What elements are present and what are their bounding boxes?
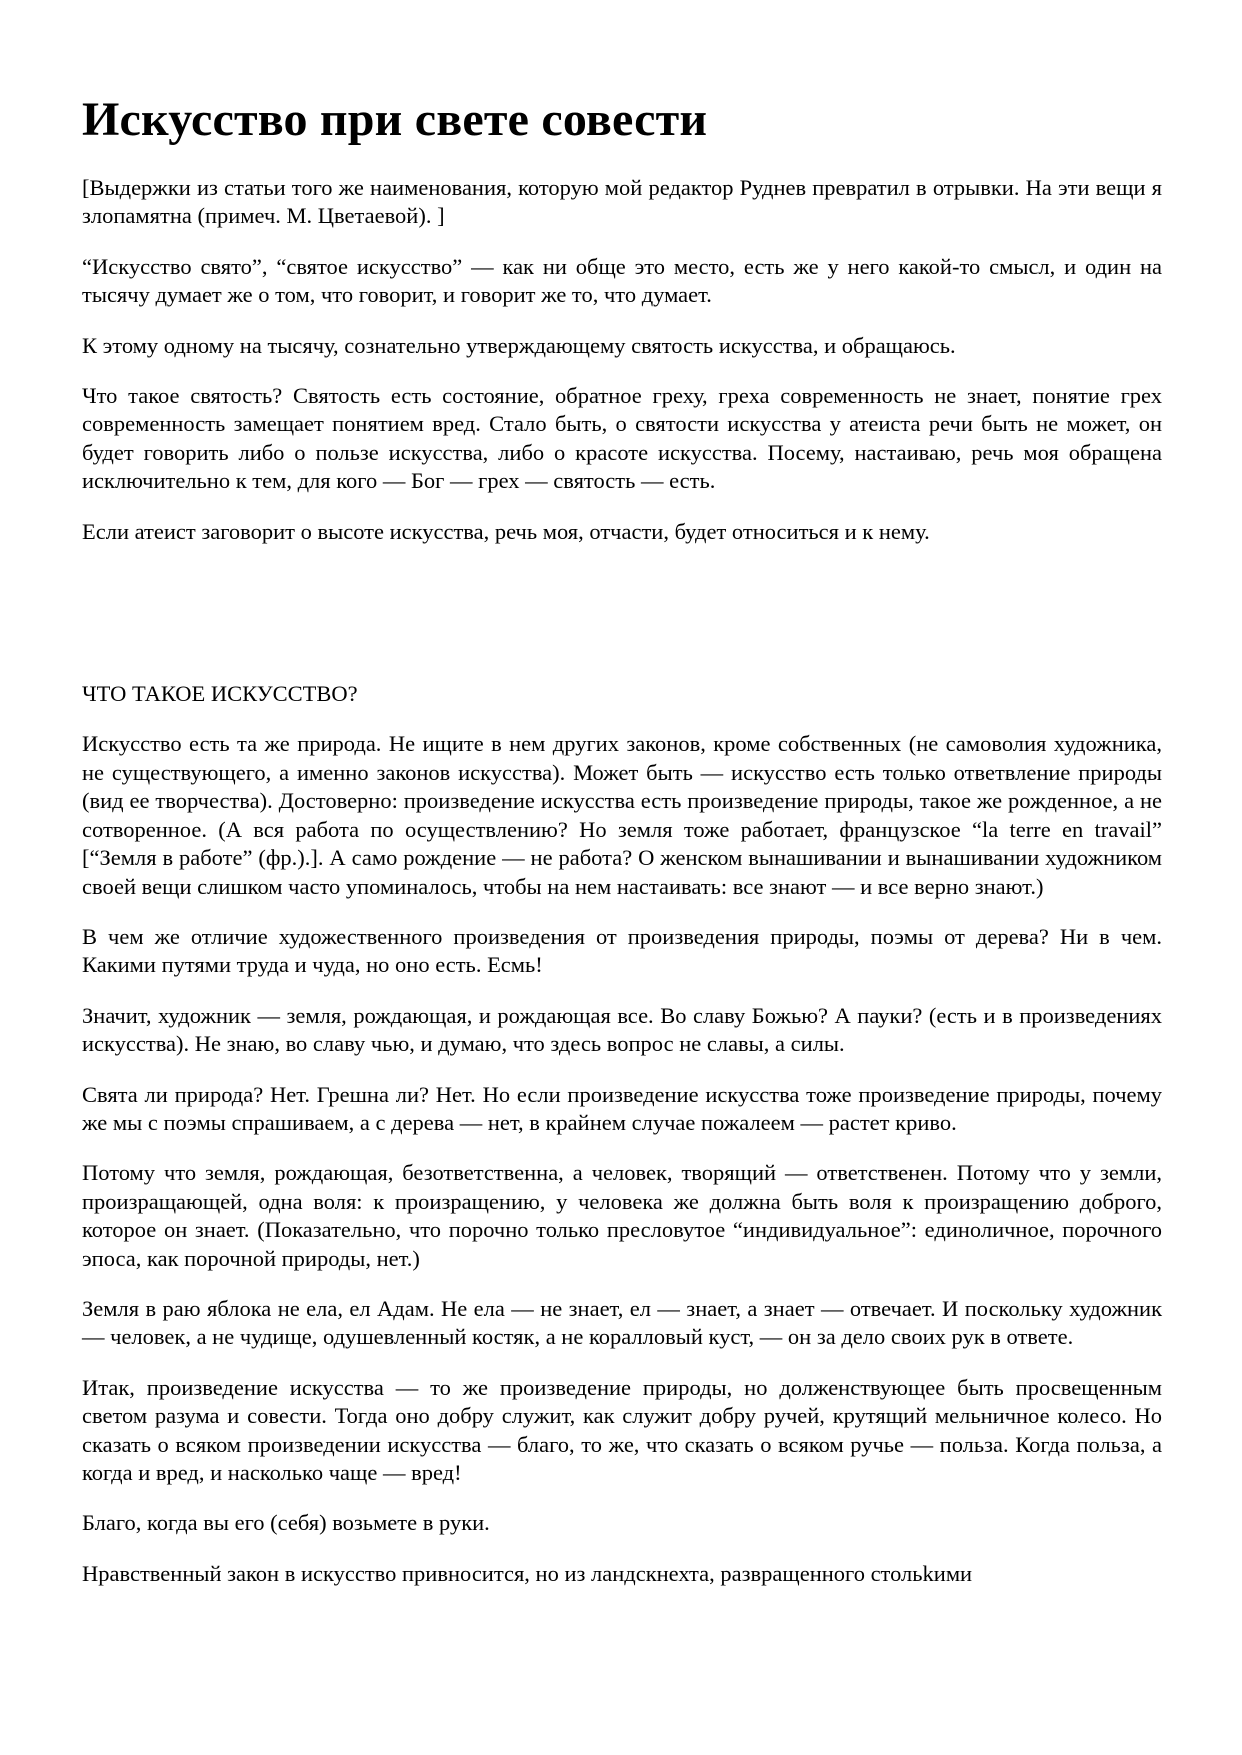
intro-paragraph: Если атеист заговорит о высоте искусства, речь моя, отчасти, будет относиться и к нему. — [82, 518, 930, 544]
body-paragraph: Благо, когда вы его (себя) возьмете в руки. — [82, 1510, 490, 1536]
intro-paragraph: К этому одному на тысячу, сознательно утверждающему святость искусства, и обращаюсь. — [82, 332, 956, 358]
page-title: Искусство при свете совести — [82, 93, 708, 146]
intro-paragraph: “Искусство свято”, “святое искусство” — как ни обще это место, есть же у него какой-то смысл, и один на тысячу думает же о том, что говорит, и говорит же то, что думает. — [82, 253, 1162, 308]
body-paragraph: Искусство есть та же природа. Не ищите в нем других законов, кроме собственных (не самоволия художника, не существующего, а именно законов искусства). Может быть — искусство есть только ответвление природы (вид ее творчества). Достоверно: произведение искусства есть произведение природы, такое же рожденное, а не сотворенное. (А вся работа по осуществлению? Но земля тоже работает, французское “la terre en travail” [“Земля в работе” (фр.).]. А само рождение — не работа? О женском вынашивании и вынашивании художником своей вещи слишком часто упоминалось, чтобы на нем настаивать: все знают — и все верно знают.) — [82, 731, 1162, 899]
body-paragraph: Итак, произведение искусства — то же произведение природы, но долженствующее быть просвещенным светом разума и совести. Тогда оно добру служит, как служит добру ручей, крутящий мельничное колесо. Но сказать о всяком произведении искусства — благо, то же, что сказать о всяком ручье — польза. Когда польза, а когда и вред, и насколько чаще — вред! — [82, 1374, 1162, 1485]
section-spacer — [82, 568, 1162, 680]
document-page — [82, 92, 1162, 1610]
intro-editorial-note: [Выдержки из статьи того же наименования, которую мой редактор Руднев превратил в отрывки. На эти вещи я злопамятна (примеч. М. Цветаевой). ] — [82, 175, 1162, 229]
intro-paragraph: Что такое святость? Святость есть состояние, обратное греху, греха современность не знает, понятие грех современность замещает понятием вред. Стало быть, о святости искусства у атеиста речи быть не может, он будет говорить либо о пользе искусства, либо о красоте искусства. Посему, настаиваю, речь моя обращена исключительно к тем, для кого — Бог — грех — святость — есть. — [82, 383, 1162, 494]
body-paragraph-truncated: Нравственный закон в искусство привносится, но из ландскнехта, развращенного стольkими — [82, 1560, 973, 1586]
body-paragraph: Свята ли природа? Нет. Грешна ли? Нет. Но если произведение искусства тоже произведение природы, почему же мы с поэмы спрашиваем, а с дерева — нет, в крайнем случае пожалеем — растет криво. — [82, 1081, 1162, 1135]
body-paragraph: Земля в раю яблока не ела, ел Адам. Не ела — не знает, ел — знает, а знает — отвечает. И поскольку художник — человек, а не чудище, одушевленный костяк, а не коралловый куст, — он за дело своих рук в ответе. — [82, 1295, 1162, 1350]
body-paragraph: Потому что земля, рождающая, безответственна, а человек, творящий — ответственен. Потому что у земли, произращающей, одна воля: к произращению, у человека же должна быть воля к произращению доброго, которое он знает. (Показательно, что порочно только пресловутое “индивидуальное”: единоличное, порочного эпоса, как порочной природы, нет.) — [82, 1160, 1162, 1271]
body-paragraph: В чем же отличие художественного произведения от произведения природы, поэмы от дерева? Ни в чем. Какими путями труда и чуда, но оно есть. Есмь! — [82, 923, 1162, 978]
body-paragraph: Значит, художник — земля, рождающая, и рождающая все. Во славу Божью? А пауки? (есть и в произведениях искусства). Не знаю, во славу чью, и думаю, что здесь вопрос не славы, а силы. — [82, 1002, 1162, 1057]
section-heading: ЧТО ТАКОЕ ИСКУССТВО? — [82, 681, 358, 707]
